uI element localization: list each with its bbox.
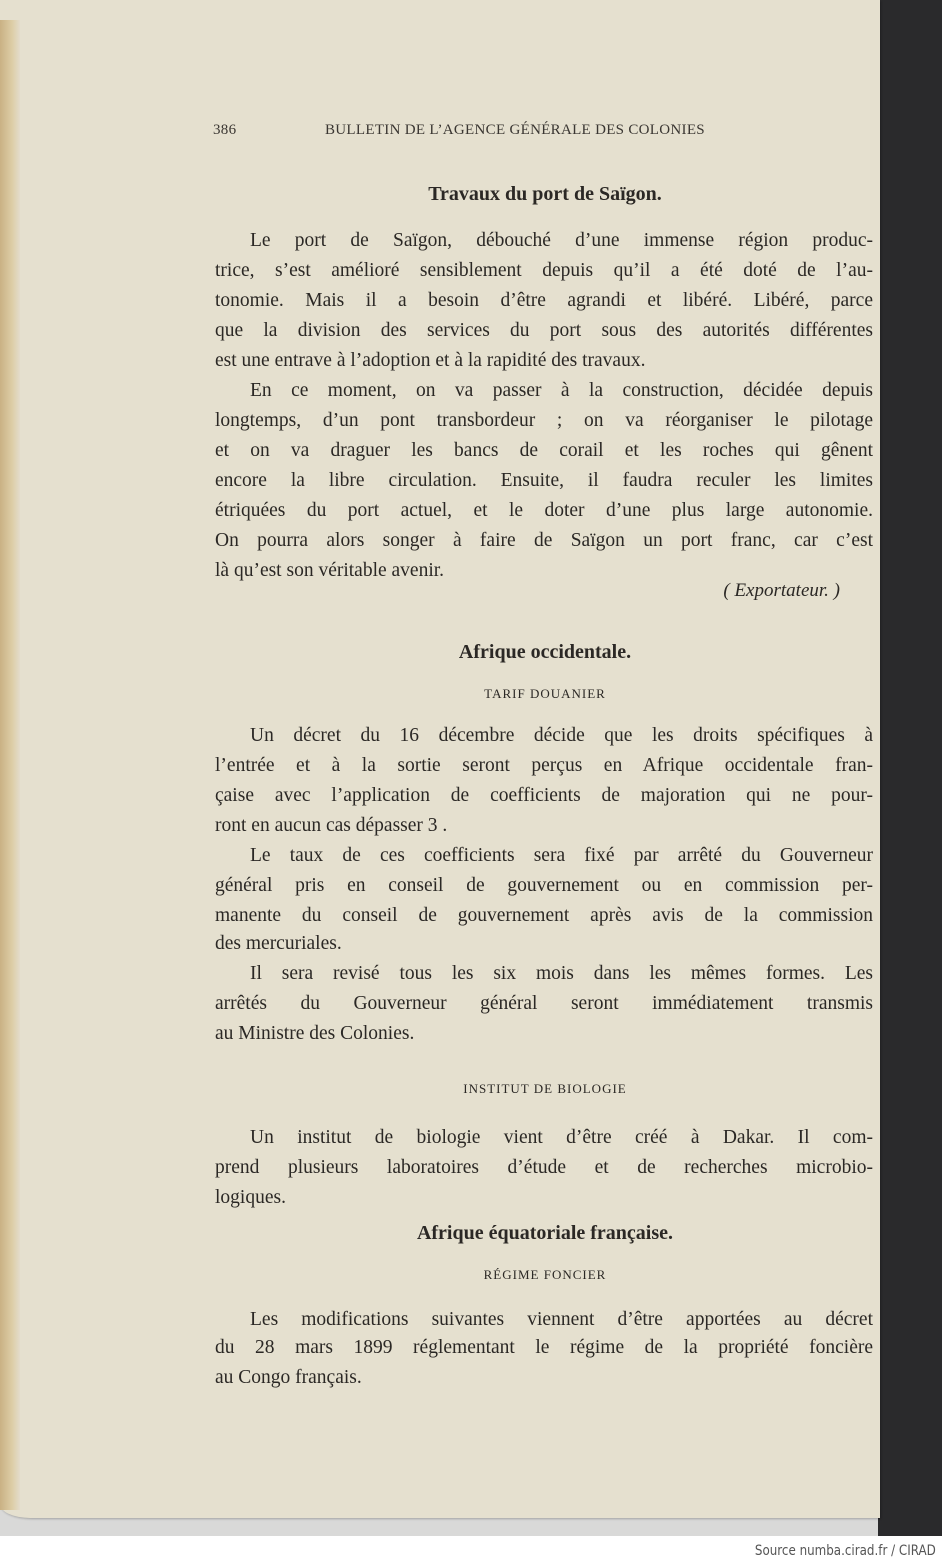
text-line: prend plusieurs laboratoires d’étude et de recherches microbio-	[215, 1157, 873, 1178]
text-line: En ce moment, on va passer à la construction, décidée depuis	[250, 380, 873, 401]
text-line: encore la libre circulation. Ensuite, il faudra reculer les limites	[215, 470, 873, 491]
page-binding-edge	[0, 20, 20, 1510]
text-line: Le port de Saïgon, débouché d’une immense région produc-	[250, 230, 873, 251]
text-line: Un décret du 16 décembre décide que les droits spécifiques à	[250, 725, 873, 746]
text-line: étriquées du port actuel, et le doter d’une plus large autonomie.	[215, 500, 873, 521]
text-line: tonomie. Mais il a besoin d’être agrandi et libéré. Libéré, parce	[215, 290, 873, 311]
running-title: BULLETIN DE L’AGENCE GÉNÉRALE DES COLONIES	[325, 122, 705, 138]
attribution: ( Exportateur. )	[723, 580, 840, 601]
section-subtitle: RÉGIME FONCIER	[483, 1267, 607, 1282]
text-line: au Ministre des Colonies.	[215, 1023, 415, 1044]
text-line: çaise avec l’application de coefficients de majoration qui ne pour-	[215, 785, 873, 806]
text-line: ront en aucun cas dépasser 3 .	[215, 815, 448, 836]
text-line: arrêtés du Gouverneur général seront immédiatement transmis	[215, 993, 873, 1014]
text-line: Il sera revisé tous les six mois dans les mêmes formes. Les	[250, 963, 873, 984]
section-title: Afrique équatoriale française.	[416, 1222, 674, 1244]
section-title: Travaux du port de Saïgon.	[428, 183, 662, 205]
text-line: trice, s’est amélioré sensiblement depuis qu’il a été doté de l’au-	[215, 260, 873, 281]
text-line: manente du conseil de gouvernement après avis de la commission	[215, 905, 873, 926]
text-line: l’entrée et à la sortie seront perçus en Afrique occidentale fran-	[215, 755, 873, 776]
text-line: là qu’est son véritable avenir.	[215, 560, 445, 581]
text-line: Les modifications suivantes viennent d’être apportées au décret	[250, 1309, 873, 1330]
section-title: Afrique occidentale.	[458, 641, 632, 663]
text-line: que la division des services du port sous des autorités différentes	[215, 320, 873, 341]
section-subtitle: INSTITUT DE BIOLOGIE	[463, 1081, 627, 1096]
source-credit: Source numba.cirad.fr / CIRAD	[755, 1543, 936, 1559]
text-line: et on va draguer les bancs de corail et les roches qui gênent	[215, 440, 873, 461]
text-line: logiques.	[215, 1187, 286, 1208]
scanner-border	[878, 0, 942, 1536]
page-number: 386	[213, 122, 237, 138]
text-line: On pourra alors songer à faire de Saïgon un port franc, car c’est	[215, 530, 873, 551]
text-line: des mercuriales.	[215, 933, 342, 954]
text-line: Un institut de biologie vient d’être créé à Dakar. Il com-	[250, 1127, 873, 1148]
text-line: est une entrave à l’adoption et à la rapidité des travaux.	[215, 350, 646, 371]
text-line: du 28 mars 1899 réglementant le régime de la propriété foncière	[215, 1337, 873, 1358]
section-subtitle: TARIF DOUANIER	[484, 686, 606, 701]
text-line: longtemps, d’un pont transbordeur ; on va réorganiser le pilotage	[215, 410, 873, 431]
text-line: au Congo français.	[215, 1367, 362, 1388]
text-line: général pris en conseil de gouvernement ou en commission per-	[215, 875, 873, 896]
text-line: Le taux de ces coefficients sera fixé par arrêté du Gouverneur	[250, 845, 873, 866]
